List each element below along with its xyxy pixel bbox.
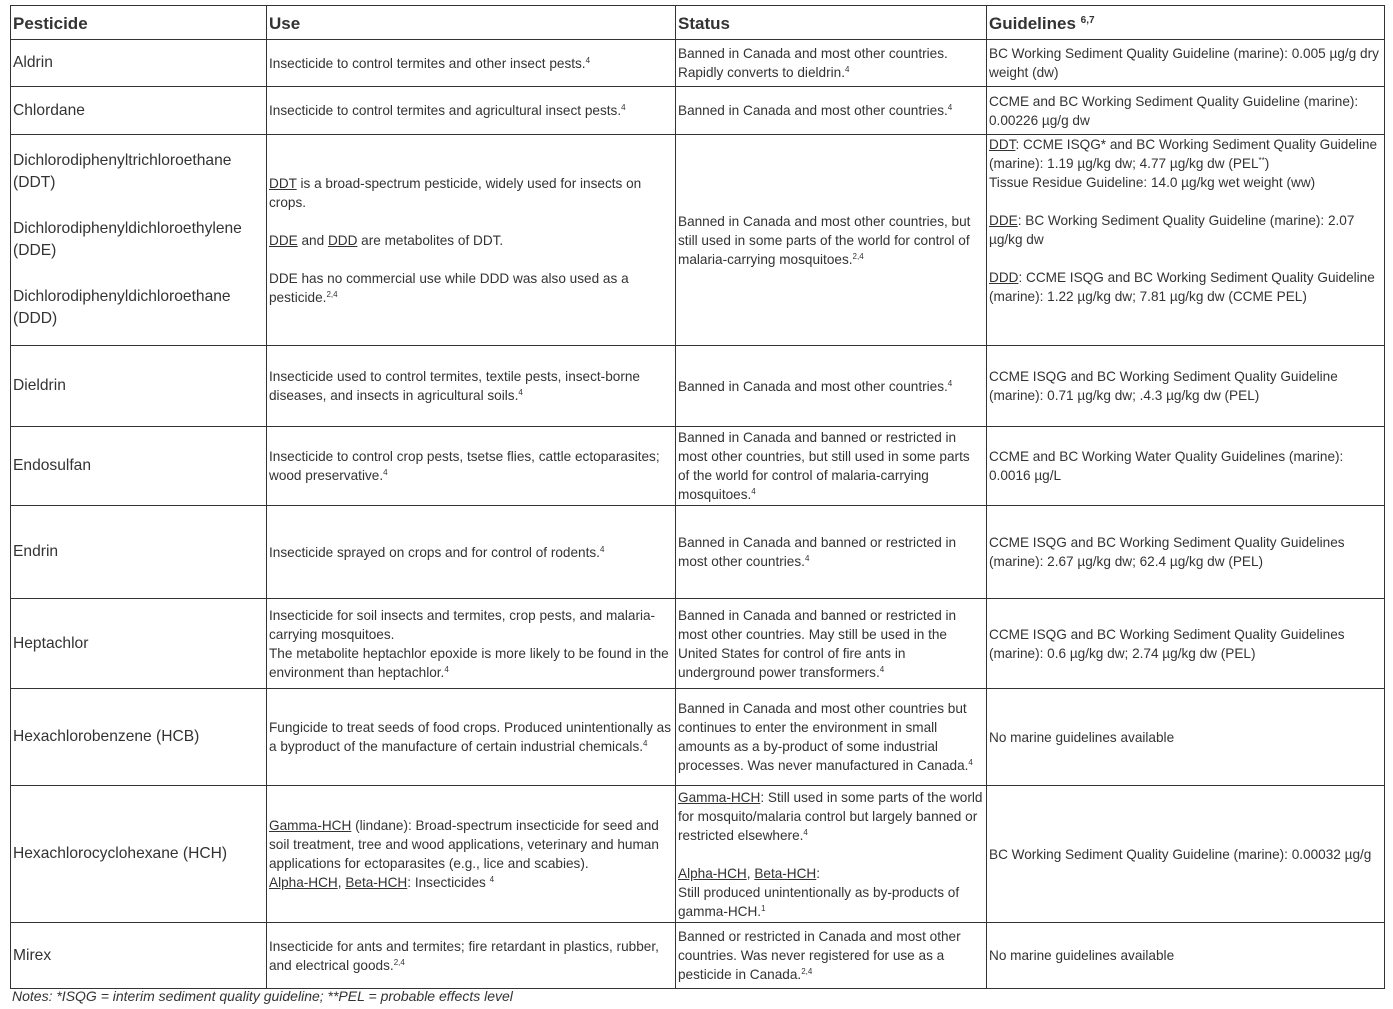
use-cell: Fungicide to treat seeds of food crops. Produced unintentionally as a byproduct of the manufacture of certain industrial chemicals.$^4$ bbox=[267, 689, 676, 786]
use-cell: DDT is a broad-spectrum pesticide, widely used for insects on crops. DDE and DDD are metabolites of DDT. DDE has no commercial use while DDD was also used as a pesticide.$^{2,4}$ bbox=[267, 135, 676, 346]
status-cell: Banned in Canada and most other countries.$^4$ bbox=[676, 87, 987, 135]
use-cell: Insecticide sprayed on crops and for control of rodents.$^4$ bbox=[267, 506, 676, 599]
status-alpha-hch-link[interactable]: Alpha-HCH bbox=[678, 865, 747, 881]
pesticide-name: Chlordane bbox=[11, 87, 267, 135]
use-cell: Insecticide to control termites and agricultural insect pests.$^4$ bbox=[267, 87, 676, 135]
guideline-cell: CCME and BC Working Sediment Quality Guideline (marine): 0.00226 µg/g dw bbox=[987, 87, 1385, 135]
table-notes: Notes: *ISQG = interim sediment quality guideline; **PEL = probable effects level bbox=[12, 988, 513, 1004]
guideline-cell: No marine guidelines available bbox=[987, 689, 1385, 786]
table-row bbox=[11, 786, 1385, 923]
use-cell: Insecticide to control crop pests, tsetse flies, cattle ectoparasites; wood preservative.$^4$ bbox=[267, 427, 676, 506]
guideline-cell: No marine guidelines available bbox=[987, 923, 1385, 989]
table-row bbox=[11, 87, 1385, 135]
pesticide-name: Heptachlor bbox=[11, 599, 267, 689]
header-guidelines: Guidelines $^{6,7}$ bbox=[987, 6, 1385, 40]
table-row bbox=[11, 40, 1385, 87]
pesticide-name: Aldrin bbox=[11, 40, 267, 87]
header-pesticide: Pesticide bbox=[11, 6, 267, 40]
status-cell: Banned in Canada and most other countries, but still used in some parts of the world for control of malaria-carrying mosquitoes.$^{2,4}$ bbox=[676, 135, 987, 346]
table-row bbox=[11, 923, 1385, 989]
table-row bbox=[11, 427, 1385, 506]
status-cell: Banned in Canada and most other countries. Rapidly converts to dieldrin.$^4$ bbox=[676, 40, 987, 87]
pesticide-name: Dichlorodiphenyltrichloroethane (DDT) Dichlorodiphenyldichloroethylene (DDE) Dichlorodiphenyldichloroethane (DDD) bbox=[11, 135, 267, 346]
beta-hch-link[interactable]: Beta-HCH bbox=[345, 875, 408, 890]
status-cell: Banned or restricted in Canada and most other countries. Was never registered for use as a pesticide in Canada.$^{2,4}$ bbox=[676, 923, 987, 989]
use-cell: Insecticide used to control termites, textile pests, insect-borne diseases, and insects in agricultural soils.$^4$ bbox=[267, 346, 676, 427]
pesticide-name: Endosulfan bbox=[11, 427, 267, 506]
guideline-cell: CCME ISQG and BC Working Sediment Quality Guideline (marine): 0.71 µg/kg dw; .4.3 µg/kg dw (PEL) bbox=[987, 346, 1385, 427]
status-cell: Gamma-HCH: Still used in some parts of the world for mosquito/malaria control but largely banned or restricted elsewhere.$^4$ Alpha-HCH, Beta-HCH: Still produced unintentionally as by-products of gamma-HCH.$^1$ bbox=[676, 786, 987, 923]
status-cell: Banned in Canada and banned or restricted in most other countries. May still be used in the United States for control of fire ants in underground power transformers.$^4$ bbox=[676, 599, 987, 689]
table-row bbox=[11, 689, 1385, 786]
ddd-link[interactable]: DDD bbox=[327, 232, 358, 248]
header-use: Use bbox=[267, 6, 676, 40]
pesticide-table bbox=[10, 5, 1385, 989]
pesticide-name: Mirex bbox=[11, 923, 267, 989]
guideline-cell: DDT: CCME ISQG* and BC Working Sediment Quality Guideline (marine): 1.19 µg/kg dw; 4.77 µg/kg dw (PEL**) Tissue Residue Guideline: 14.0 µg/kg wet weight (ww) DDE: BC Working Sediment Quality Guideline (marine): 2.07 µg/kg dw DDD: CCME ISQG and BC Working Sediment Quality Guideline (marine): 1.22 µg/kg dw; 7.81 µg/kg dw (CCME PEL) bbox=[987, 135, 1385, 346]
table-row bbox=[11, 506, 1385, 599]
use-cell: Insecticide to control termites and other insect pests.$^4$ bbox=[267, 40, 676, 87]
pesticide-name: Dieldrin bbox=[11, 346, 267, 427]
pesticide-name: Hexachlorocyclohexane (HCH) bbox=[11, 786, 267, 923]
use-cell: Gamma-HCH (lindane): Broad-spectrum insecticide for seed and soil treatment, tree and wood applications, veterinary and human applications for ectoparasites (e.g., lice and scabies). Alpha-HCH, Beta-HCH: Insecticides $^4$ bbox=[267, 786, 676, 923]
guideline-cell: CCME ISQG and BC Working Sediment Quality Guidelines (marine): 0.6 µg/kg dw; 2.74 µg/kg dw (PEL) bbox=[987, 599, 1385, 689]
dde-link[interactable]: DDE bbox=[269, 232, 298, 248]
guideline-cell: CCME and BC Working Water Quality Guidelines (marine): 0.0016 µg/L bbox=[987, 427, 1385, 506]
table-row bbox=[11, 135, 1385, 346]
status-cell: Banned in Canada and banned or restricted in most other countries, but still used in some parts of the world for control of malaria-carrying mosquitoes.$^4$ bbox=[676, 427, 987, 506]
use-cell: Insecticide for ants and termites; fire retardant in plastics, rubber, and electrical goods.$^{2,4}$ bbox=[267, 923, 676, 989]
header-row bbox=[11, 6, 1385, 40]
guideline-cell: BC Working Sediment Quality Guideline (marine): 0.00032 µg/g bbox=[987, 786, 1385, 923]
guideline-cell: BC Working Sediment Quality Guideline (marine): 0.005 µg/g dry weight (dw) bbox=[987, 40, 1385, 87]
status-beta-hch-link[interactable]: Beta-HCH bbox=[754, 865, 817, 881]
ddt-guideline-link[interactable]: DDT bbox=[989, 137, 1016, 152]
header-status: Status bbox=[676, 6, 987, 40]
status-gamma-hch-link[interactable]: Gamma-HCH bbox=[678, 789, 761, 805]
status-cell: Banned in Canada and banned or restricted in most other countries.$^4$ bbox=[676, 506, 987, 599]
table-row bbox=[11, 346, 1385, 427]
pesticide-name: Hexachlorobenzene (HCB) bbox=[11, 689, 267, 786]
guideline-cell: CCME ISQG and BC Working Sediment Quality Guidelines (marine): 2.67 µg/kg dw; 62.4 µg/kg dw (PEL) bbox=[987, 506, 1385, 599]
ddd-guideline-link[interactable]: DDD bbox=[989, 270, 1019, 285]
status-cell: Banned in Canada and most other countries but continues to enter the environment in small amounts as a by-product of some industrial processes. Was never manufactured in Canada.$^4$ bbox=[676, 689, 987, 786]
status-cell: Banned in Canada and most other countries.$^4$ bbox=[676, 346, 987, 427]
pesticide-name: Endrin bbox=[11, 506, 267, 599]
table-row bbox=[11, 599, 1385, 689]
use-cell: Insecticide for soil insects and termites, crop pests, and malaria-carrying mosquitoes. The metabolite heptachlor epoxide is more likely to be found in the environment than heptachlor.$^4$ bbox=[267, 599, 676, 689]
dde-guideline-link[interactable]: DDE bbox=[989, 213, 1018, 228]
gamma-hch-link[interactable]: Gamma-HCH bbox=[269, 818, 352, 833]
ddt-link[interactable]: DDT bbox=[269, 175, 297, 191]
alpha-hch-link[interactable]: Alpha-HCH bbox=[269, 875, 338, 890]
